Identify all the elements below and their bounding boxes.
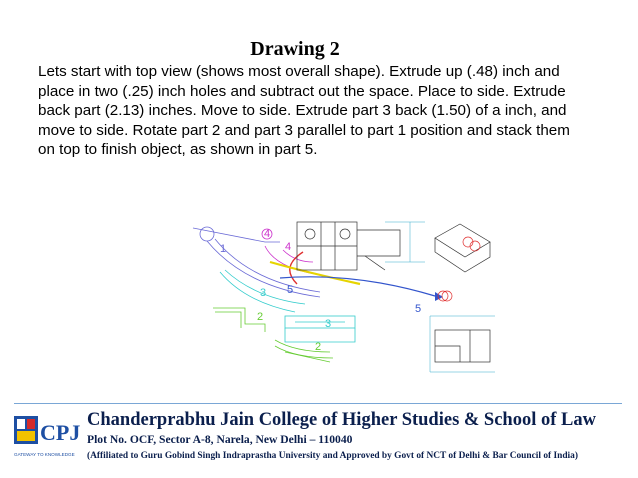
yellow-arrow [270,262,360,284]
top-view-drawing [297,222,400,270]
part-label-3a: 3 [260,287,267,299]
cad-exploded-drawing [185,212,515,387]
instruction-line: place in two (.25) inch holes and subtract out the space. Place to side. Extrude [38,82,566,100]
college-address: Plot No. OCF, Sector A-8, Narela, New Delhi – 110040 [87,433,353,446]
instruction-line: move to side. Rotate part 2 and part 3 parallel to part 1 position and stack them [38,121,570,139]
college-name: Chanderprabhu Jain College of Higher Studies & School of Law [87,410,596,430]
isometric-assembly [435,224,490,272]
instruction-line: Lets start with top view (shows most overall shape). Extrude up (.48) inch and [38,63,560,80]
instruction-line: back part (2.13) inches. Move to side. Extrude part 3 back (1.50) of a inch, and [38,102,567,119]
part-label-4b: 4 [285,241,292,253]
footer-divider [14,403,622,404]
logo-text: CPJ [40,420,80,445]
part-label-2b: 2 [315,341,322,353]
part-label-1: 1 [220,243,227,255]
instructions-text [38,62,610,160]
part-3-outline [220,270,355,342]
part-label-5b: 5 [415,303,422,315]
part-label-3b: 3 [325,318,332,330]
part-label-4a: 4 [264,228,271,240]
part-5-arrow [280,277,435,296]
part-1-outline [193,227,320,297]
instruction-line: on top to finish object, as shown in part 5. [38,141,318,158]
part-label-5a: 5 [287,284,294,296]
slide-title: Drawing 2 [250,38,340,60]
college-logo [14,414,80,462]
logo-caption: GATEWAY TO KNOWLEDGE [14,452,75,457]
front-view-drawing [435,330,490,362]
college-affiliation: (Affiliated to Guru Gobind Singh Indraprastha University and Approved by Govt of NCT of Delhi & Bar Council of India) [87,451,578,461]
part-label-2a: 2 [257,311,264,323]
